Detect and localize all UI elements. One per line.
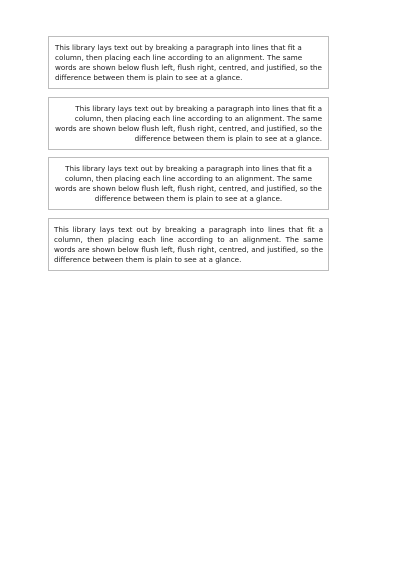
paragraph-text-justified: This library lays text out by breaking a paragraph into lines that fit a column, then placing each line according to an alignment. The same words are shown below flush left, flush right, centred, and justified, so the difference between them is plain to see at a glance. xyxy=(54,225,323,265)
paragraph-text-flush-left: This library lays text out by breaking a paragraph into lines that fit a column, then placing each line according to an alignment. The same words are shown below flush left, flush right, centred, and justified, so the difference between them is plain to see at a glance. xyxy=(55,43,322,83)
paragraph-text-centred: This library lays text out by breaking a paragraph into lines that fit a column, then placing each line according to an alignment. The same words are shown below flush left, flush right, centred, and justified, so the difference between them is plain to see at a glance. xyxy=(55,164,322,204)
paragraph-box-justified xyxy=(48,218,329,271)
paragraph-box-flush-left xyxy=(48,36,329,89)
paragraph-box-flush-right xyxy=(48,97,329,150)
paragraph-box-centred xyxy=(48,157,329,210)
paragraph-text-flush-right: This library lays text out by breaking a paragraph into lines that fit a column, then placing each line according to an alignment. The same words are shown below flush left, flush right, centred, and justified, so the difference between them is plain to see at a glance. xyxy=(55,104,322,144)
